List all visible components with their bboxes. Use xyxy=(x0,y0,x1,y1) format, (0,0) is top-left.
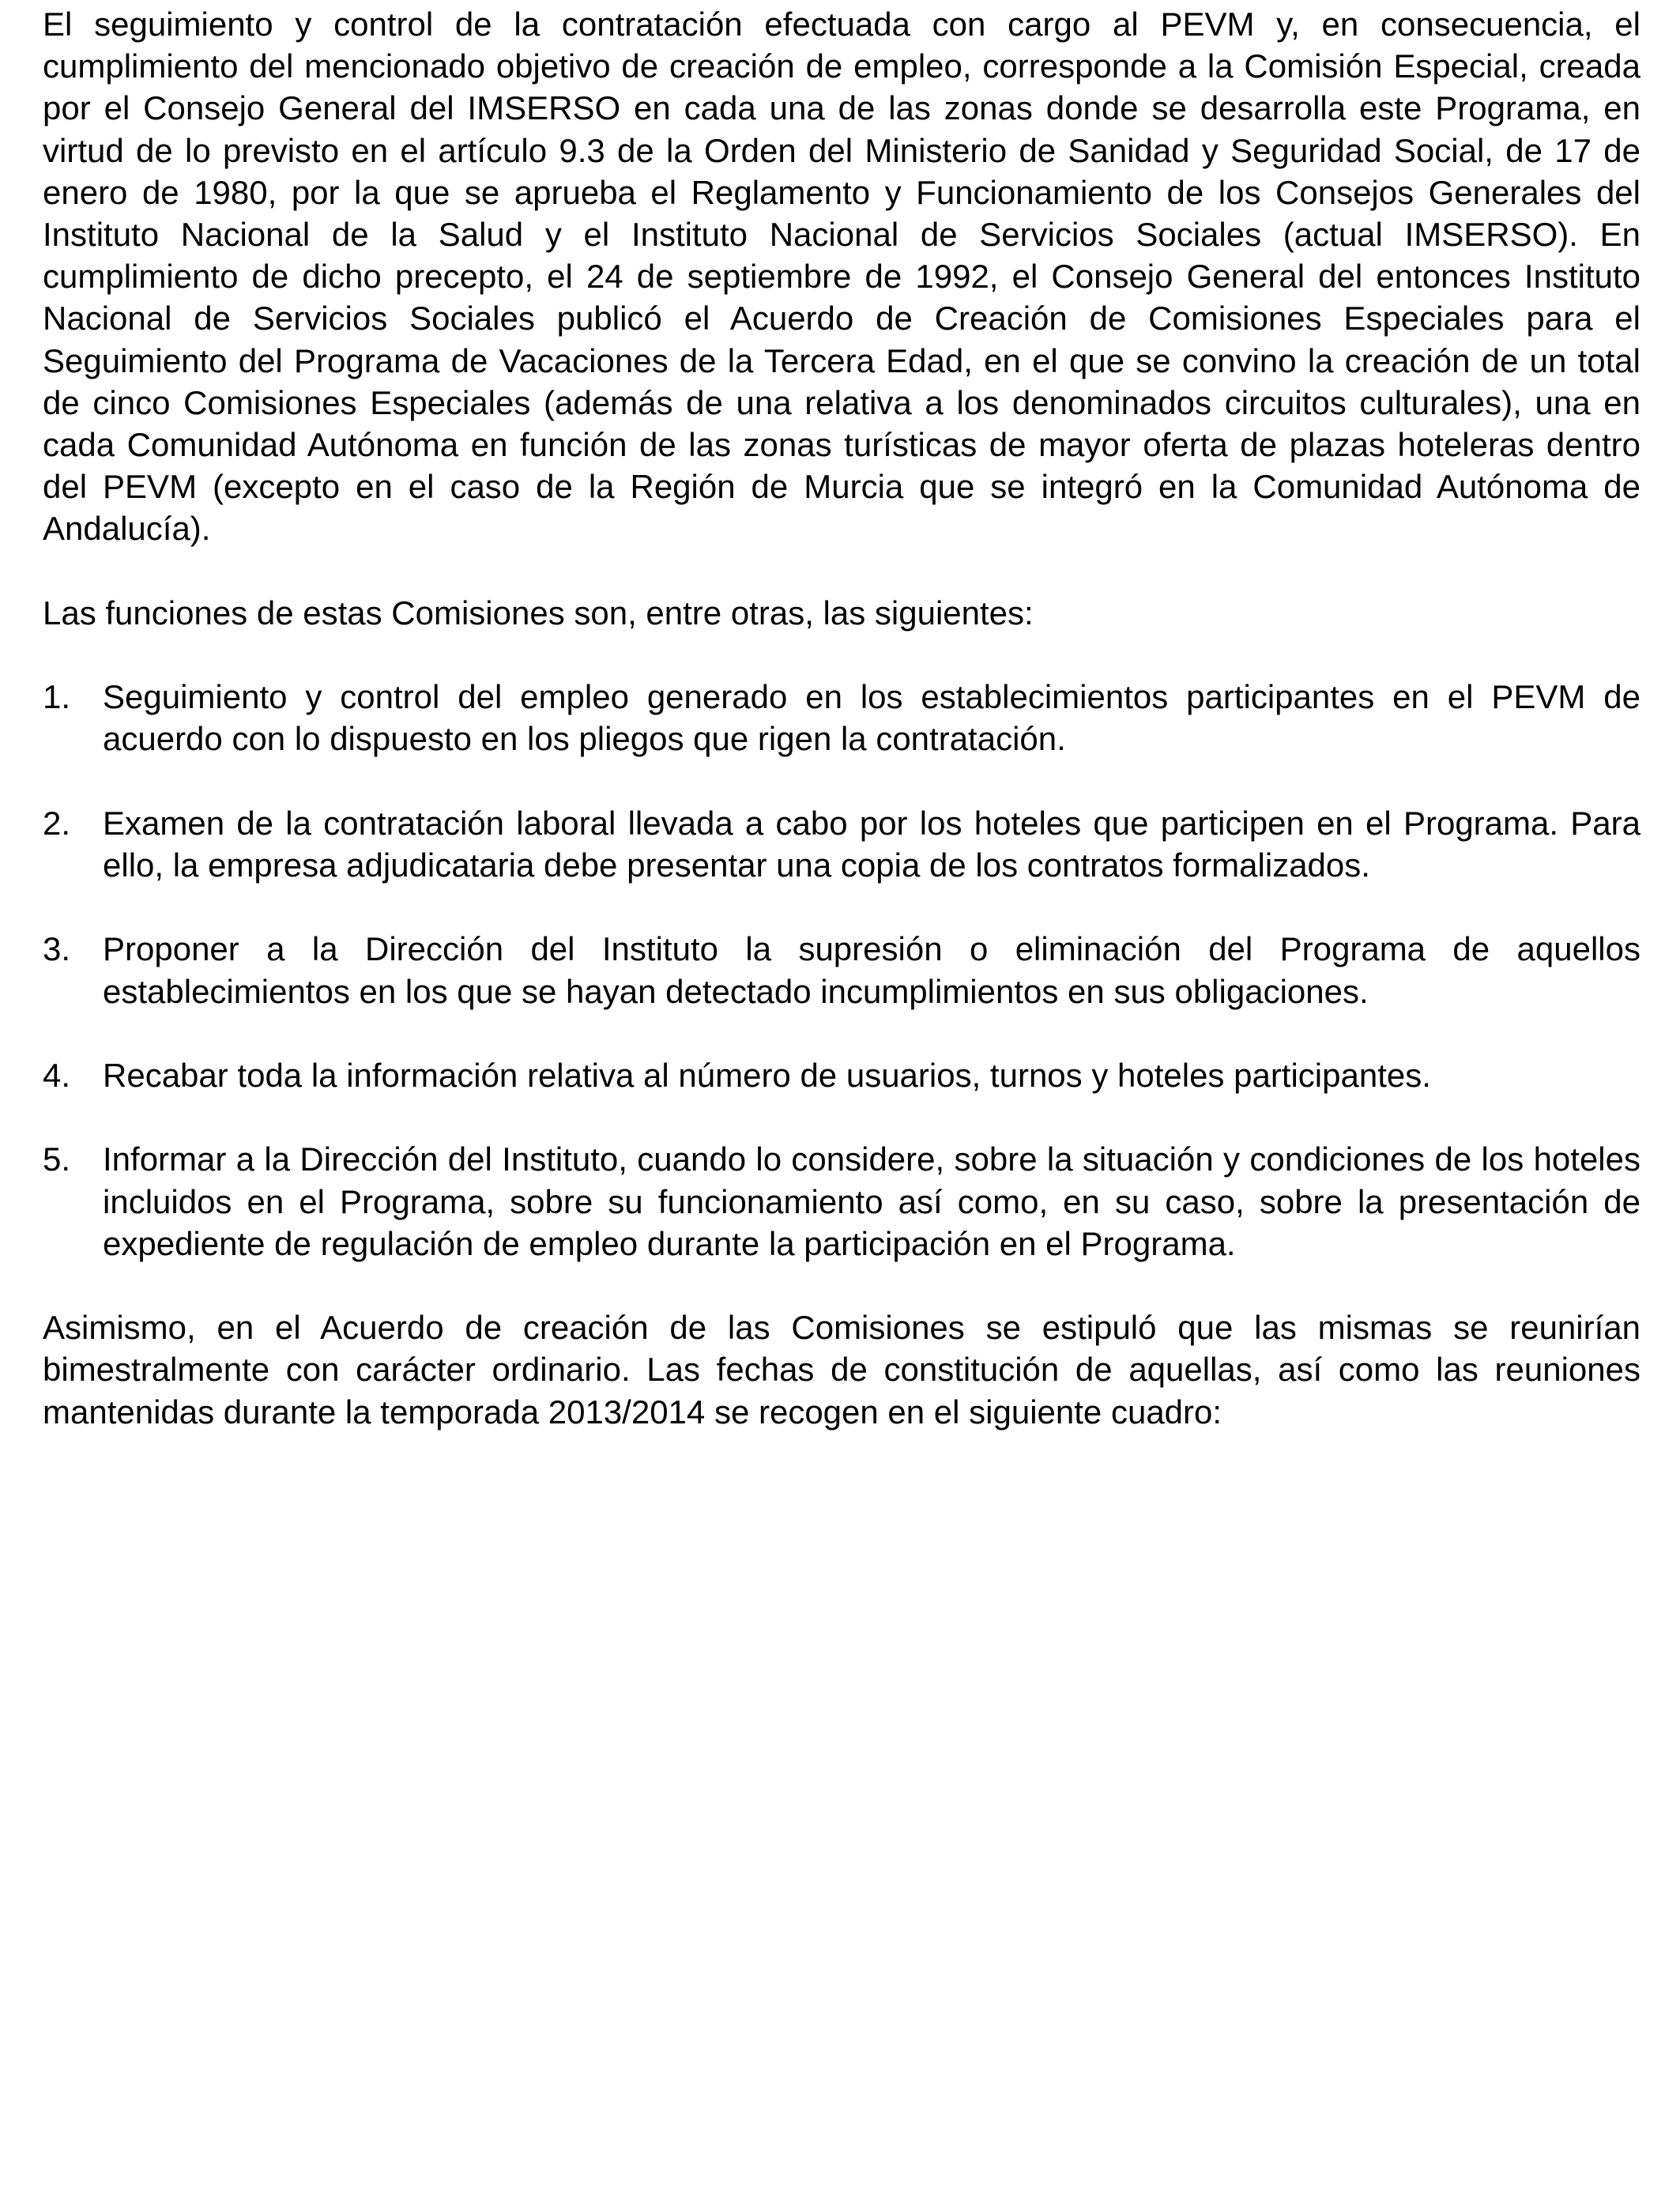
list-item-number: 2. xyxy=(43,804,71,842)
paragraph-spacer xyxy=(43,1265,1640,1306)
paragraph-spacer xyxy=(43,760,1640,802)
list-item xyxy=(43,928,1640,1012)
closing-paragraph: Asimismo, en el Acuerdo de creación de las Comisiones se estipuló que las mismas se reunirían bimestralmente con carácter ordinario. Las fechas de constitución de aquellas, así como las reuniones mantenidas durante la temporada 2013/2014 se recogen en el siguiente cuadro: xyxy=(43,1309,1640,1431)
functions-intro-paragraph: Las funciones de estas Comisiones son, entre otras, las siguientes: xyxy=(43,594,1034,631)
paragraph-spacer xyxy=(43,886,1640,928)
list-item-text: Informar a la Dirección del Instituto, cuando lo considere, sobre la situación y condiciones de los hoteles incluidos en el Programa, sobre su funcionamiento así como, en su caso, sobre la presentación de expediente de regulación de empleo durante la participación en el Programa. xyxy=(103,1140,1640,1262)
list-item-number: 5. xyxy=(43,1140,71,1178)
paragraph-spacer xyxy=(43,550,1640,592)
list-item-number: 1. xyxy=(43,678,71,716)
list-item xyxy=(43,1138,1640,1265)
list-item-number: 4. xyxy=(43,1057,71,1094)
document-page xyxy=(43,0,1640,1433)
paragraph-spacer xyxy=(43,1096,1640,1138)
paragraph-spacer xyxy=(43,634,1640,676)
list-item xyxy=(43,1054,1640,1096)
list-item xyxy=(43,676,1640,760)
intro-paragraph: El seguimiento y control de la contratación efectuada con cargo al PEVM y, en consecuencia, el cumplimiento del mencionado objetivo de creación de empleo, corresponde a la Comisión Especial, creada por el Consejo General del IMSERSO en cada una de las zonas donde se desarrolla este Programa, en virtud de lo previsto en el artículo 9.3 de la Orden del Ministerio de Sanidad y Seguridad Social, de 17 de enero de 1980, por la que se aprueba el Reglamento y Funcionamiento de los Consejos Generales del Instituto Nacional de la Salud y el Instituto Nacional de Servicios Sociales (actual IMSERSO). En cumplimiento de dicho precepto, el 24 de septiembre de 1992, el Consejo General del entonces Instituto Nacional de Servicios Sociales publicó el Acuerdo de Creación de Comisiones Especiales para el Seguimiento del Programa de Vacaciones de la Tercera Edad, en el que se convino la creación de un total de cinco Comisiones Especiales (además de una relativa a los denominados circuitos culturales), una en cada Comunidad Autónoma en función de las zonas turísticas de mayor oferta de plazas hoteleras dentro del PEVM (excepto en el caso de la Región de Murcia que se integró en la Comunidad Autónoma de Andalucía). xyxy=(43,6,1640,548)
list-item-text: Seguimiento y control del empleo generado en los establecimientos participantes en el PEVM de acuerdo con lo dispuesto en los pliegos que rigen la contratación. xyxy=(103,678,1640,758)
list-item-number: 3. xyxy=(43,930,71,968)
list-item-text: Proponer a la Dirección del Instituto la supresión o eliminación del Programa de aquellos establecimientos en los que se hayan detectado incumplimientos en sus obligaciones. xyxy=(103,930,1640,1010)
list-item-text: Recabar toda la información relativa al número de usuarios, turnos y hoteles participantes. xyxy=(103,1057,1431,1094)
list-item xyxy=(43,802,1640,886)
list-item-text: Examen de la contratación laboral llevada a cabo por los hoteles que participen en el Programa. Para ello, la empresa adjudicataria debe presentar una copia de los contratos formalizados. xyxy=(103,804,1640,884)
paragraph-spacer xyxy=(43,1012,1640,1054)
